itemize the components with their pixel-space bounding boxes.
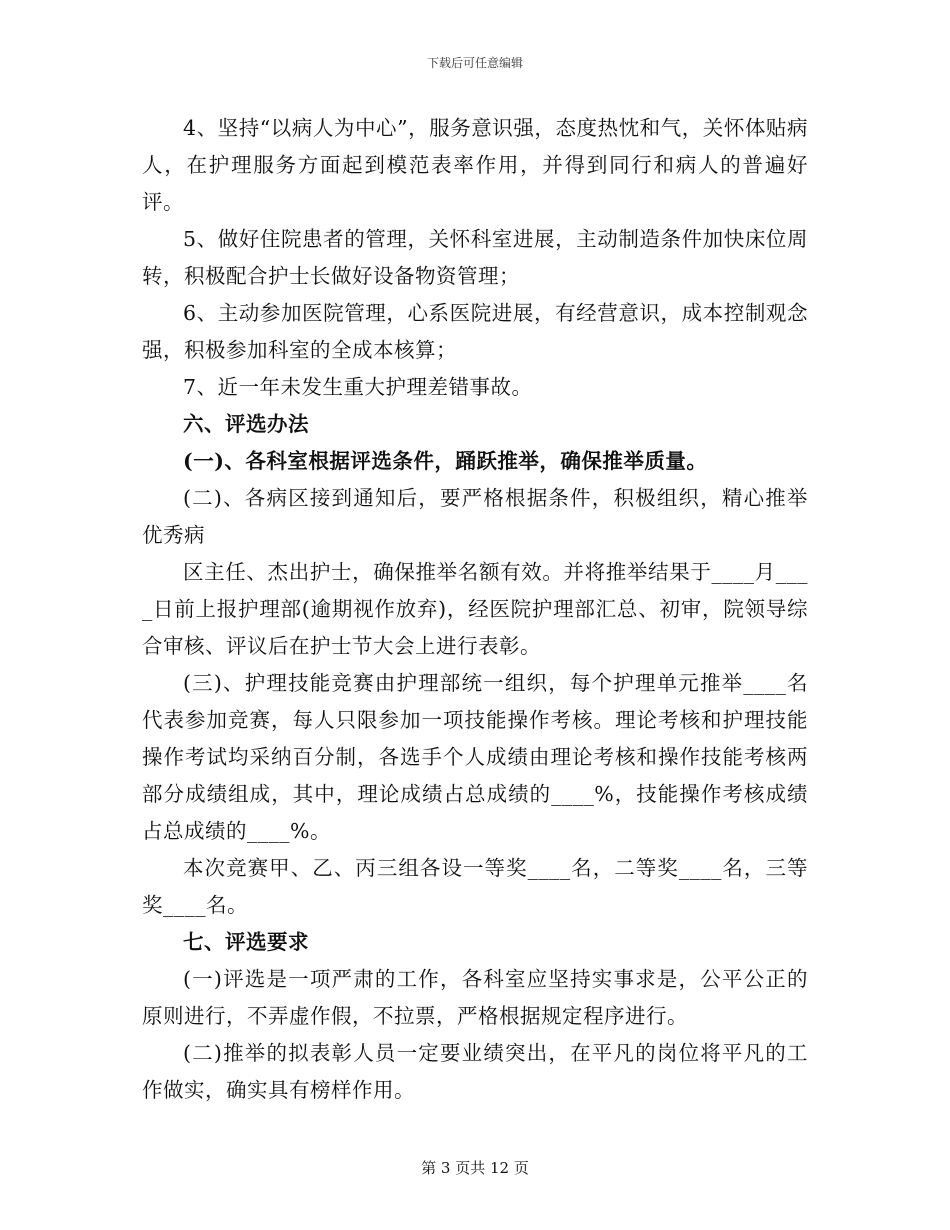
subsection-two: (二)、各病区接到通知后，要严格根据条件，积极组织，精心推举优秀病: [142, 486, 808, 547]
requirement-two: (二)推举的拟表彰人员一定要业绩突出，在平凡的岗位将平凡的工作做实，确实具有榜样作用。: [142, 1041, 808, 1102]
paragraph-item-4: 4、坚持“以病人为中心”，服务意识强，态度热忱和气，关怀体贴病人，在护理服务方面起到模范表率作用，并得到同行和病人的普遍好评。: [142, 116, 808, 214]
requirement-one: (一)评选是一项严肃的工作，各科室应坚持实事求是，公平公正的原则进行，不弄虚作假，不拉票，严格根据规定程序进行。: [142, 967, 808, 1028]
section-heading-seven: 七、评选要求: [183, 930, 309, 954]
paragraph-item-6: 6、主动参加医院管理，心系医院进展，有经营意识，成本控制观念强，积极参加科室的全成本核算；: [142, 301, 808, 362]
competition-awards: 本次竞赛甲、乙、丙三组各设一等奖____名，二等奖____名，三等奖____名。: [142, 856, 808, 917]
page-header-note: 下载后可任意编辑: [426, 56, 523, 70]
subsection-two-continued: 区主任、杰出护士，确保推举名额有效。并将推举结果于____月____日前上报护理部(逾期视作放弃)，经医院护理部汇总、初审，院领导综合审核、评议后在护士节大会上进行表彰。: [142, 560, 808, 658]
subsection-three: (三)、护理技能竞赛由护理部统一组织，每个护理单元推举____名代表参加竞赛，每人只限参加一项技能操作考核。理论考核和护理技能操作考试均采纳百分制，各选手个人成绩由理论考核和操作技能考核两部分成绩组成，其中，理论成绩占总成绩的____%，技能操作考核成绩占总成绩的____%。: [142, 671, 808, 843]
subsection-one: (一)、各科室根据评选条件，踊跃推举，确保推举质量。: [183, 449, 708, 473]
document-body: [142, 110, 808, 1109]
section-heading-six: 六、评选办法: [183, 412, 309, 436]
paragraph-item-5: 5、做好住院患者的管理，关怀科室进展，主动制造条件加快床位周转，积极配合护士长做好设备物资管理；: [142, 227, 808, 288]
page-number: 第 3 页共 12 页: [421, 1159, 529, 1177]
paragraph-item-7: 7、近一年未发生重大护理差错事故。: [183, 375, 533, 399]
